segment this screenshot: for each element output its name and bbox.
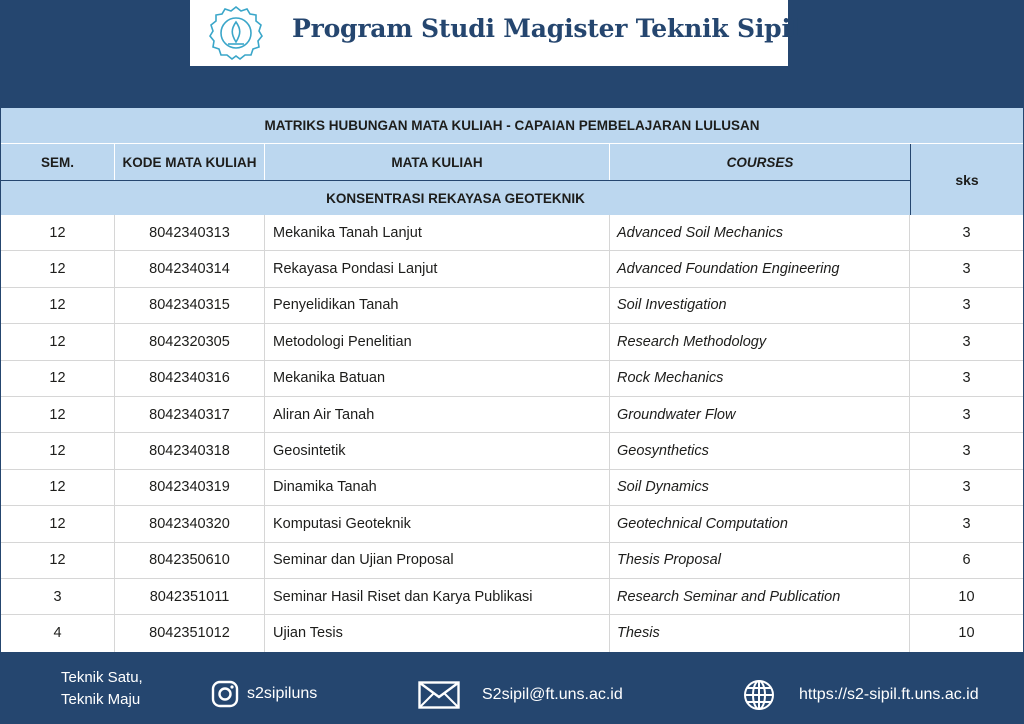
code-cell: 8042340318 [115,433,265,468]
code-cell: 8042340316 [115,361,265,396]
table-row [1,397,1023,433]
course-en-cell: Groundwater Flow [610,397,910,432]
motto-line-1: Teknik Satu, [61,669,143,686]
sks-cell: 3 [962,406,971,423]
title-box [190,0,801,66]
sem-cell: 12 [1,324,115,359]
sem-cell: 3 [1,579,115,614]
column-header-sks: sks [910,144,1023,215]
column-header-courses: COURSES [610,144,910,180]
instagram-link[interactable] [211,680,317,708]
column-header-course-id: MATA KULIAH [265,144,610,180]
code-cell: 8042340315 [115,288,265,323]
course-id-cell: Seminar dan Ujian Proposal [265,543,610,578]
motto-line-2: Teknik Maju [61,691,141,708]
course-id-cell: Penyelidikan Tanah [265,288,610,323]
sks-cell: 3 [962,443,971,460]
course-id-cell: Mekanika Tanah Lanjut [265,215,610,250]
course-id-cell: Dinamika Tanah [265,470,610,505]
table-row [1,361,1023,397]
code-cell: 8042351012 [115,615,265,651]
footer [0,652,1024,724]
course-id-cell: Seminar Hasil Riset dan Karya Publikasi [265,579,610,614]
course-en-cell: Thesis [610,615,910,651]
globe-icon [743,679,775,711]
code-cell: 8042340320 [115,506,265,541]
course-en-cell: Soil Dynamics [610,470,910,505]
table-row [1,324,1023,360]
sks-cell: 3 [962,261,971,278]
course-en-cell: Research Methodology [610,324,910,359]
website-link[interactable] [743,679,979,711]
sem-cell: 12 [1,506,115,541]
sks-cell: 3 [962,333,971,350]
course-id-cell: Metodologi Penelitian [265,324,610,359]
sem-cell: 12 [1,470,115,505]
code-cell: 8042351011 [115,579,265,614]
course-en-cell: Soil Investigation [610,288,910,323]
table-row [1,433,1023,469]
page-title: Program Studi Magister Teknik Sipil [292,14,801,43]
sks-cell: 6 [962,552,971,569]
course-en-cell: Rock Mechanics [610,361,910,396]
course-id-cell: Rekayasa Pondasi Lanjut [265,251,610,286]
email-address: S2sipil@ft.uns.ac.id [482,686,623,703]
course-en-cell: Geotechnical Computation [610,506,910,541]
sks-cell: 10 [958,588,975,605]
course-en-cell: Geosynthetics [610,433,910,468]
sks-cell: 3 [962,479,971,496]
column-header-code: KODE MATA KULIAH [115,144,265,180]
table-row [1,470,1023,506]
course-matrix-table [0,108,1024,652]
website-url: https://s2-sipil.ft.uns.ac.id [799,686,979,703]
code-cell: 8042340317 [115,397,265,432]
table-title: MATRIKS HUBUNGAN MATA KULIAH - CAPAIAN PEMBELAJARAN LULUSAN [1,108,1023,144]
course-id-cell: Komputasi Geoteknik [265,506,610,541]
table-row [1,615,1023,651]
table-row [1,288,1023,324]
course-id-cell: Aliran Air Tanah [265,397,610,432]
sks-cell: 10 [958,625,975,642]
sem-cell: 12 [1,288,115,323]
envelope-icon [418,681,460,709]
course-id-cell: Geosintetik [265,433,610,468]
column-header-sem: SEM. [1,144,115,180]
course-en-cell: Advanced Foundation Engineering [610,251,910,286]
course-en-cell: Advanced Soil Mechanics [610,215,910,250]
sks-cell: 3 [962,370,971,387]
code-cell: 8042340313 [115,215,265,250]
instagram-handle: s2sipiluns [247,685,318,702]
code-cell: 8042320305 [115,324,265,359]
concentration-heading: KONSENTRASI REKAYASA GEOTEKNIK [1,180,910,215]
university-seal-icon [206,4,266,62]
code-cell: 8042340319 [115,470,265,505]
sem-cell: 12 [1,215,115,250]
table-row [1,543,1023,579]
table-row [1,251,1023,287]
table-row [1,506,1023,542]
sem-cell: 12 [1,251,115,286]
instagram-icon [211,680,239,708]
motto [61,667,143,711]
sks-cell: 3 [962,297,971,314]
sks-cell: 3 [962,515,971,532]
table-body [1,215,1023,652]
code-cell: 8042340314 [115,251,265,286]
course-en-cell: Research Seminar and Publication [610,579,910,614]
code-cell: 8042350610 [115,543,265,578]
email-link[interactable] [418,681,623,709]
sem-cell: 12 [1,543,115,578]
sem-cell: 12 [1,433,115,468]
sks-cell: 3 [962,224,971,241]
sem-cell: 4 [1,615,115,651]
course-id-cell: Mekanika Batuan [265,361,610,396]
course-en-cell: Thesis Proposal [610,543,910,578]
course-id-cell: Ujian Tesis [265,615,610,651]
sem-cell: 12 [1,361,115,396]
sem-cell: 12 [1,397,115,432]
table-row [1,215,1023,251]
table-row [1,579,1023,615]
